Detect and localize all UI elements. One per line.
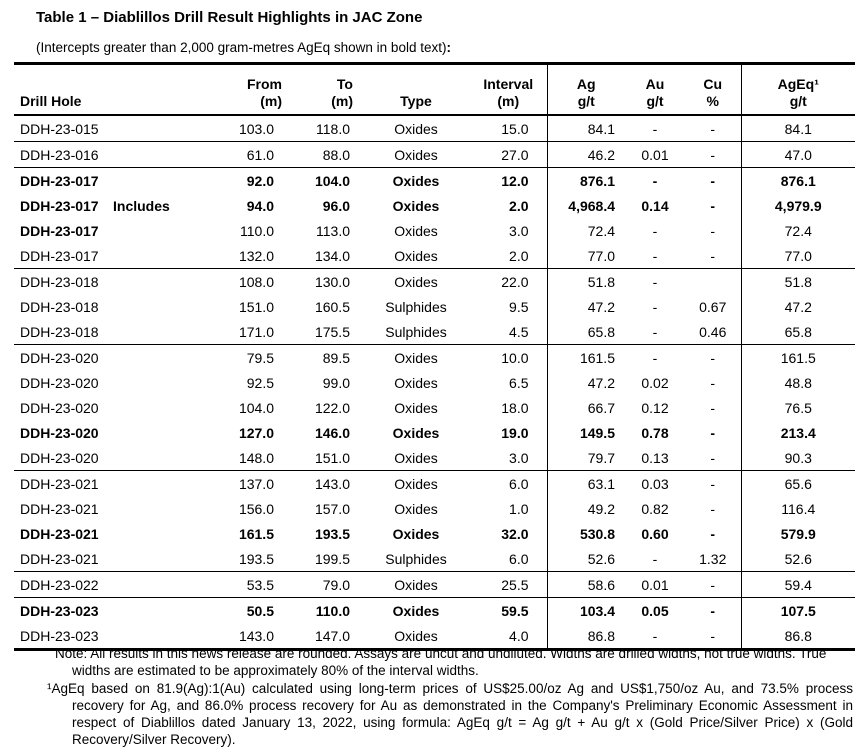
cell-type: Oxides xyxy=(362,142,470,168)
table-row xyxy=(14,345,855,371)
cell-ag: 876.1 xyxy=(547,168,625,194)
table-row xyxy=(14,168,855,194)
cell-au: 0.82 xyxy=(641,500,669,517)
cell-cu: - xyxy=(710,424,716,441)
cell-qualifier xyxy=(111,294,208,319)
header-line2: g/t xyxy=(789,93,807,109)
cell-to: 79.0 xyxy=(290,572,362,598)
drill-results-table xyxy=(14,62,855,651)
cell-hole: DDH-23-018 xyxy=(20,273,99,290)
header-line1: Cu xyxy=(703,76,723,92)
header-ageq xyxy=(741,64,855,116)
cell-au: - xyxy=(625,623,685,650)
cell-hole: DDH-23-017 xyxy=(14,243,111,269)
cell-ag: 58.6 xyxy=(547,572,625,598)
cell-from: 161.5 xyxy=(238,525,274,542)
cell-qualifier xyxy=(111,420,208,445)
cell-qualifier xyxy=(111,572,208,598)
cell-type: Sulphides xyxy=(362,319,470,345)
cell-cu: - xyxy=(710,399,716,416)
cell-ageq: 52.6 xyxy=(741,546,855,572)
cell-ageq: 213.4 xyxy=(741,420,855,445)
cell-from: 171.0 xyxy=(208,319,290,345)
cell-ag: 530.8 xyxy=(547,521,625,546)
cell-hole: DDH-23-017 xyxy=(20,172,99,189)
cell-type: Oxides xyxy=(394,399,438,416)
cell-qualifier xyxy=(111,521,208,546)
cell-to: 134.0 xyxy=(290,243,362,269)
cell-to: 89.5 xyxy=(322,349,350,366)
cell-type: Oxides xyxy=(394,475,438,492)
cell-cu: - xyxy=(710,172,716,189)
cell-ag: 79.7 xyxy=(547,445,625,471)
cell-au: - xyxy=(652,172,658,189)
cell-qualifier xyxy=(111,115,208,142)
header-row xyxy=(14,64,855,116)
table-row xyxy=(14,218,855,243)
cell-cu: - xyxy=(710,349,716,366)
table-header xyxy=(14,64,855,116)
cell-ageq: 161.5 xyxy=(741,345,855,371)
cell-cu: - xyxy=(685,623,741,650)
cell-qualifier xyxy=(111,546,208,572)
table-row xyxy=(14,269,855,295)
cell-cu: - xyxy=(710,525,716,542)
cell-qualifier: Includes xyxy=(113,197,170,214)
cell-ag: 51.8 xyxy=(547,269,625,295)
header-line2: Drill Hole xyxy=(20,93,82,109)
cell-to: 99.0 xyxy=(322,374,350,391)
cell-hole: DDH-23-020 xyxy=(14,445,111,471)
cell-ag: 72.4 xyxy=(547,218,625,243)
cell-ageq: 72.4 xyxy=(741,218,855,243)
cell-to: 147.0 xyxy=(290,623,362,650)
cell-ageq: 47.2 xyxy=(741,294,855,319)
header-line2: (m) xyxy=(497,93,520,109)
cell-from: 103.0 xyxy=(208,115,290,142)
table-row xyxy=(14,496,855,521)
cell-ag: 65.8 xyxy=(547,319,625,345)
header-qualifier xyxy=(111,64,208,116)
cell-interval: 12.0 xyxy=(501,172,529,189)
cell-ageq: 65.8 xyxy=(741,319,855,345)
footnote-ageq: ¹AgEq based on 81.9(Ag):1(Au) calculated using long-term prices of US$25.00/oz Ag and US$1,750/oz Au, and 73.5% process recovery for Ag, and 86.0% process recovery for Au as demonstrated in the Company's Preliminary Economic Assessment in respect of Diablillos dated January 13, 2022, using formula: AgEq g/t = Ag g/t + Au g/t x (Gold Price/Silver Price) x (Gold Recovery/Silver Recovery). xyxy=(47,680,853,748)
cell-type: Oxides xyxy=(394,273,438,290)
cell-hole: DDH-23-017 xyxy=(20,222,99,239)
cell-from: 53.5 xyxy=(208,572,290,598)
cell-type: Oxides xyxy=(362,115,470,142)
cell-au: - xyxy=(625,115,685,142)
cell-au: 0.78 xyxy=(641,424,669,441)
cell-qualifier xyxy=(111,395,208,420)
cell-from: 108.0 xyxy=(238,273,274,290)
table-title: Table 1 – Diablillos Drill Result Highlights in JAC Zone xyxy=(36,9,423,26)
cell-qualifier xyxy=(111,496,208,521)
cell-ageq: 90.3 xyxy=(741,445,855,471)
header-line2: g/t xyxy=(577,93,595,109)
cell-ageq: 4,979.9 xyxy=(741,193,855,218)
cell-au: 0.12 xyxy=(641,399,669,416)
table-row xyxy=(14,445,855,471)
cell-type: Oxides xyxy=(362,572,470,598)
cell-type: Oxides xyxy=(392,525,440,542)
cell-ageq: 65.6 xyxy=(741,471,855,497)
cell-to: 118.0 xyxy=(290,115,362,142)
cell-interval: 4.5 xyxy=(470,319,547,345)
cell-interval: 2.0 xyxy=(470,243,547,269)
cell-qualifier xyxy=(111,319,208,345)
cell-cu: - xyxy=(685,243,741,269)
cell-interval: 27.0 xyxy=(470,142,547,168)
cell-cu: - xyxy=(710,197,716,214)
cell-hole: DDH-23-021 xyxy=(14,546,111,572)
header-line1: From xyxy=(247,76,282,92)
cell-type: Oxides xyxy=(362,623,470,650)
footnotes xyxy=(14,645,855,748)
cell-from: 148.0 xyxy=(208,445,290,471)
cell-type: Oxides xyxy=(392,424,440,441)
table-body xyxy=(14,115,855,650)
table-row xyxy=(14,420,855,445)
cell-from: 92.5 xyxy=(246,374,274,391)
cell-ageq: 47.0 xyxy=(741,142,855,168)
cell-ageq: 51.8 xyxy=(741,269,855,295)
cell-cu: 0.67 xyxy=(699,298,727,315)
header-line2: % xyxy=(706,93,719,109)
cell-interval: 1.0 xyxy=(509,500,529,517)
cell-from: 143.0 xyxy=(208,623,290,650)
cell-interval: 32.0 xyxy=(501,525,529,542)
cell-to: 151.0 xyxy=(290,445,362,471)
cell-ag: 49.2 xyxy=(547,496,625,521)
cell-ageq: 77.0 xyxy=(741,243,855,269)
cell-interval: 59.5 xyxy=(501,602,529,619)
cell-ag: 77.0 xyxy=(547,243,625,269)
table-row xyxy=(14,546,855,572)
cell-to: 104.0 xyxy=(314,172,350,189)
cell-interval: 19.0 xyxy=(501,424,529,441)
cell-hole: DDH-23-023 xyxy=(14,623,111,650)
header-line1: Interval xyxy=(483,76,534,92)
cell-ag: 46.2 xyxy=(547,142,625,168)
cell-au: 0.14 xyxy=(641,197,669,214)
cell-from: 92.0 xyxy=(246,172,274,189)
cell-from: 156.0 xyxy=(238,500,274,517)
cell-interval: 6.0 xyxy=(509,475,529,492)
cell-to: 122.0 xyxy=(314,399,350,416)
cell-ag: 63.1 xyxy=(547,471,625,497)
cell-ageq: 86.8 xyxy=(741,623,855,650)
footnote-note: Note: All results in this news release are rounded. Assays are uncut and undiluted. Widths are drilled widths, not true widths. True widths are estimated to be approximately 80% of the interval widths. xyxy=(55,646,827,679)
cell-ageq: 579.9 xyxy=(741,521,855,546)
cell-hole: DDH-23-015 xyxy=(14,115,111,142)
cell-cu: - xyxy=(685,572,741,598)
cell-hole: DDH-23-020 xyxy=(20,349,99,366)
cell-type: Sulphides xyxy=(362,546,470,572)
cell-cu xyxy=(685,269,741,295)
cell-au: 0.02 xyxy=(641,374,669,391)
cell-to: 193.5 xyxy=(314,525,350,542)
cell-qualifier xyxy=(111,269,208,295)
cell-au: 0.01 xyxy=(625,572,685,598)
cell-qualifier xyxy=(111,168,208,194)
cell-to: 157.0 xyxy=(314,500,350,517)
cell-from: 61.0 xyxy=(208,142,290,168)
cell-hole: DDH-23-020 xyxy=(20,374,99,391)
cell-interval: 3.0 xyxy=(509,222,529,239)
cell-ageq: 107.5 xyxy=(741,598,855,624)
cell-interval: 22.0 xyxy=(501,273,529,290)
cell-ageq: 59.4 xyxy=(741,572,855,598)
cell-ag: 103.4 xyxy=(547,598,625,624)
cell-interval: 6.0 xyxy=(470,546,547,572)
cell-au: 0.05 xyxy=(641,602,669,619)
cell-hole: DDH-23-017 xyxy=(20,197,99,214)
cell-au: 0.03 xyxy=(641,475,669,492)
header-au xyxy=(625,64,685,116)
header-line1: To xyxy=(336,76,353,92)
table-row xyxy=(14,370,855,395)
header-interval xyxy=(470,64,547,116)
table-row xyxy=(14,294,855,319)
cell-ag: 52.6 xyxy=(547,546,625,572)
cell-to: 175.5 xyxy=(290,319,362,345)
cell-type: Sulphides xyxy=(385,298,447,315)
cell-from: 151.0 xyxy=(238,298,274,315)
cell-qualifier xyxy=(111,471,208,497)
cell-hole: DDH-23-022 xyxy=(14,572,111,598)
cell-qualifier xyxy=(111,243,208,269)
header-line1: AgEq¹ xyxy=(777,76,819,92)
cell-from: 79.5 xyxy=(246,349,274,366)
subtitle-colon: : xyxy=(446,40,451,55)
header-line2: g/t xyxy=(646,93,664,109)
table-row xyxy=(14,115,855,142)
cell-interval: 2.0 xyxy=(509,197,529,214)
cell-au: 0.13 xyxy=(625,445,685,471)
cell-from: 193.5 xyxy=(208,546,290,572)
cell-ag: 161.5 xyxy=(547,345,625,371)
cell-hole: DDH-23-021 xyxy=(20,525,99,542)
cell-type: Oxides xyxy=(392,197,440,214)
cell-qualifier xyxy=(111,370,208,395)
cell-qualifier xyxy=(111,598,208,624)
table-row xyxy=(14,471,855,497)
cell-type: Oxides xyxy=(394,349,438,366)
cell-cu: - xyxy=(685,142,741,168)
cell-qualifier xyxy=(111,218,208,243)
cell-from: 127.0 xyxy=(238,424,274,441)
cell-ageq: 876.1 xyxy=(741,168,855,194)
cell-ageq: 116.4 xyxy=(741,496,855,521)
table-row xyxy=(14,572,855,598)
cell-hole: DDH-23-023 xyxy=(20,602,99,619)
cell-hole: DDH-23-018 xyxy=(14,319,111,345)
cell-ag: 4,968.4 xyxy=(547,193,625,218)
header-to xyxy=(290,64,362,116)
cell-qualifier xyxy=(111,445,208,471)
cell-au: - xyxy=(625,243,685,269)
cell-cu: - xyxy=(710,500,716,517)
cell-cu: 1.32 xyxy=(685,546,741,572)
table-row xyxy=(14,193,855,218)
cell-type: Oxides xyxy=(394,374,438,391)
header-drill-hole xyxy=(14,64,111,116)
cell-hole: DDH-23-018 xyxy=(20,298,99,315)
header-line1: Ag xyxy=(576,76,596,92)
cell-from: 104.0 xyxy=(238,399,274,416)
cell-au: - xyxy=(625,546,685,572)
cell-type: Oxides xyxy=(392,602,440,619)
cell-ageq: 48.8 xyxy=(741,370,855,395)
cell-interval: 4.0 xyxy=(470,623,547,650)
table-row xyxy=(14,521,855,546)
header-line2: (m) xyxy=(331,93,353,109)
cell-interval: 10.0 xyxy=(501,349,529,366)
cell-type: Oxides xyxy=(392,172,440,189)
cell-cu: 0.46 xyxy=(685,319,741,345)
table-row xyxy=(14,598,855,624)
cell-to: 160.5 xyxy=(314,298,350,315)
cell-interval: 6.5 xyxy=(509,374,529,391)
table-row xyxy=(14,395,855,420)
table-row xyxy=(14,243,855,269)
cell-type: Oxides xyxy=(394,222,438,239)
cell-ag: 47.2 xyxy=(547,294,625,319)
header-line2: Type xyxy=(400,93,432,109)
cell-hole: DDH-23-021 xyxy=(20,500,99,517)
header-from xyxy=(208,64,290,116)
cell-to: 110.0 xyxy=(315,602,350,619)
cell-to: 130.0 xyxy=(314,273,350,290)
cell-type: Oxides xyxy=(394,500,438,517)
cell-qualifier xyxy=(111,142,208,168)
cell-qualifier xyxy=(111,345,208,371)
cell-cu: - xyxy=(710,222,716,239)
cell-au: - xyxy=(652,349,658,366)
cell-interval: 18.0 xyxy=(501,399,529,416)
cell-from: 132.0 xyxy=(208,243,290,269)
cell-to: 143.0 xyxy=(314,475,350,492)
cell-au: - xyxy=(652,222,658,239)
cell-hole: DDH-23-020 xyxy=(20,424,99,441)
table-subtitle xyxy=(36,40,451,55)
cell-ag: 66.7 xyxy=(547,395,625,420)
header-type xyxy=(362,64,470,116)
cell-type: Oxides xyxy=(362,243,470,269)
cell-ag: 47.2 xyxy=(547,370,625,395)
cell-interval: 3.0 xyxy=(470,445,547,471)
subtitle-text: (Intercepts greater than 2,000 gram-metres AgEq shown in bold text) xyxy=(36,40,447,55)
cell-ag: 84.1 xyxy=(547,115,625,142)
cell-ageq: 84.1 xyxy=(741,115,855,142)
cell-cu: - xyxy=(685,445,741,471)
cell-ageq: 76.5 xyxy=(741,395,855,420)
cell-cu: - xyxy=(710,475,716,492)
cell-type: Oxides xyxy=(362,445,470,471)
header-line2: (m) xyxy=(260,93,282,109)
table-row xyxy=(14,319,855,345)
cell-interval: 15.0 xyxy=(470,115,547,142)
cell-interval: 25.5 xyxy=(470,572,547,598)
cell-ag: 86.8 xyxy=(547,623,625,650)
cell-au: - xyxy=(652,273,658,290)
cell-to: 146.0 xyxy=(314,424,350,441)
cell-to: 88.0 xyxy=(290,142,362,168)
cell-hole: DDH-23-021 xyxy=(20,475,99,492)
cell-hole: DDH-23-016 xyxy=(14,142,111,168)
cell-au: 0.01 xyxy=(625,142,685,168)
cell-ag: 149.5 xyxy=(547,420,625,445)
cell-au: 0.60 xyxy=(641,525,669,542)
cell-from: 110.0 xyxy=(240,222,274,239)
cell-from: 50.5 xyxy=(246,602,274,619)
cell-interval: 9.5 xyxy=(509,298,529,315)
cell-hole: DDH-23-020 xyxy=(20,399,99,416)
cell-to: 113.0 xyxy=(316,222,350,239)
table-row xyxy=(14,142,855,168)
cell-from: 137.0 xyxy=(238,475,274,492)
cell-cu: - xyxy=(710,602,716,619)
header-line1: Au xyxy=(645,76,665,92)
cell-from: 94.0 xyxy=(246,197,274,214)
cell-to: 199.5 xyxy=(290,546,362,572)
header-ag xyxy=(547,64,625,116)
cell-cu: - xyxy=(685,115,741,142)
header-cu xyxy=(685,64,741,116)
cell-cu: - xyxy=(710,374,716,391)
cell-to: 96.0 xyxy=(322,197,350,214)
cell-au: - xyxy=(625,319,685,345)
cell-au: - xyxy=(652,298,658,315)
